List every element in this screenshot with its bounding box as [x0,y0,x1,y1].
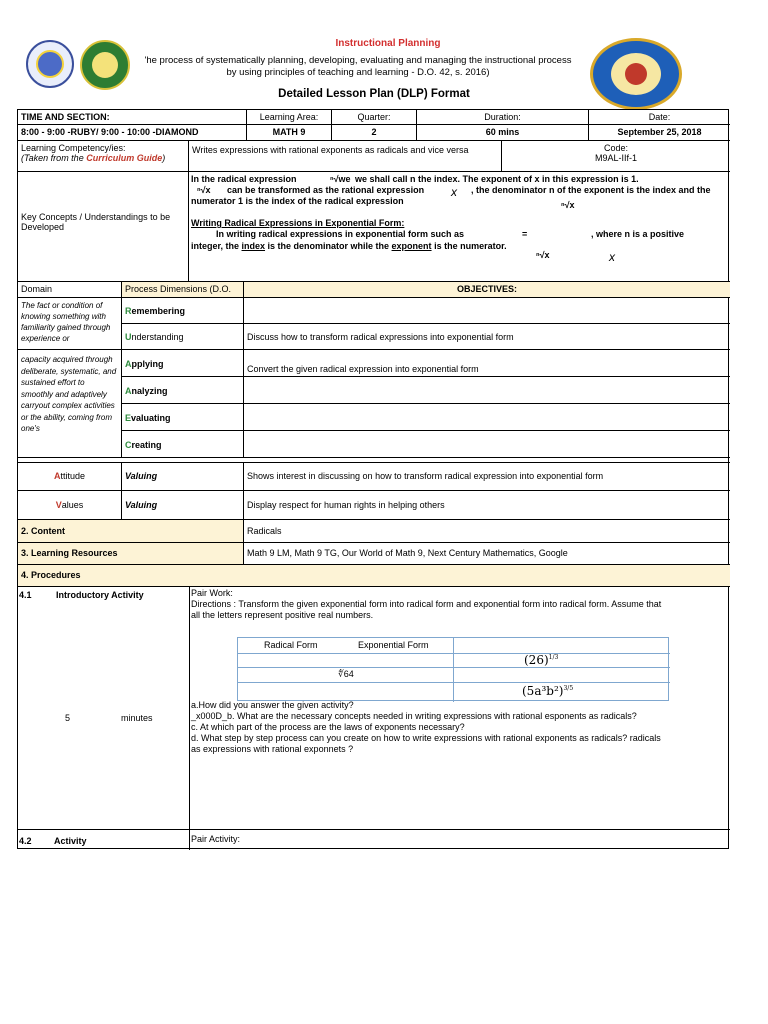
table-header-row [238,638,454,654]
objective-evaluating [244,404,730,431]
code-cell [502,141,730,172]
key-concepts-label: Key Concepts / Understandings to be Developed [18,172,189,282]
kc-nth-root-2: ⁿ√x [561,200,575,210]
directions-line-1: Directions : Transform the given exponential form into radical form and exponential form into radical form. Assume that [191,599,662,609]
attitude-label: Attitude [18,462,122,491]
intro-activity-label: Introductory Activity [56,590,144,600]
resources-value: Math 9 LM, Math 9 TG, Our World of Math 9, Next Century Mathematics, Google [244,543,730,565]
competency-source: (Taken from the Curriculum Guide) [21,153,166,163]
kc-line2b: , the denominator n of the exponent is the index and the [471,185,711,195]
kc-nth-root-we: ⁿ√we [330,174,351,184]
duration-label: Duration: [417,110,589,125]
attitude-dimension: Valuing [122,462,244,491]
root-64: ∜64 [338,669,354,679]
kc-x-power-2: x [609,250,615,264]
dlp-title: Detailed Lesson Plan (DLP) Format [278,88,470,100]
pair-work-label: Pair Work: [191,588,233,598]
objective-creating [244,431,730,458]
time-section-label: TIME AND SECTION: [18,110,247,125]
values-dimension: Valuing [122,491,244,520]
objective-remembering [244,298,730,324]
dimension-applying: Applying [122,350,244,377]
question-d-line-1: d. What step by step process can you create on how to write expressions with rational exponents as radicals? radicals [191,733,661,743]
exponent-radical-table [237,637,669,701]
resources-label: 3. Learning Resources [18,543,244,565]
instructional-planning-desc-2: by using principles of teaching and learning - D.O. 42, s. 2016) [226,67,490,78]
competency-text: Writes expressions with rational exponents as radicals and vice versa [189,141,502,172]
attitude-objective: Shows interest in discussing on how to transform radical expression into exponential form [244,462,730,491]
dimension-analyzing: Analyzing [122,377,244,404]
content-label: 2. Content [18,520,244,543]
objective-analyzing [244,377,730,404]
skills-domain: capacity acquired through deliberate, systematic, and sustained effort to smoothly and adaptively carryout complex activities or the ability, coming from one's [18,350,122,458]
kc-line4b: = [522,229,528,239]
question-a: a.How did you answer the given activity? [191,700,354,710]
competency-label-cell [18,141,189,172]
kc-line3: numerator 1 is the index of the radical expression [191,196,404,206]
kc-line1a: In the radical expression [191,174,297,184]
kc-nth-root-3: ⁿ√x [536,250,550,260]
question-c: c. At which part of the process are the laws of exponents necessary? [191,722,465,732]
kc-line4c: , where n is a positive [591,229,685,239]
time-section-value: 8:00 - 9:00 -RUBY/ 9:00 - 10:00 -DIAMOND [18,125,247,141]
activity-left [18,830,190,850]
objectives-label: OBJECTIVES: [244,282,730,298]
dimension-creating: Creating [122,431,244,458]
activity-body [190,830,730,850]
directions-line-2: all the letters represent positive real numbers. [191,610,374,620]
quarter-value: 2 [332,125,417,141]
dimension-remembering: Remembering [122,298,244,324]
header-radical-form: Radical Form [264,640,318,650]
instructional-planning-desc-1: 'he process of systematically planning, developing, evaluating and managing the instructional process [144,55,572,66]
exp-5a3b2: $(5a^3b^2)^{3/5}$ [522,684,574,698]
table-cell-r3c2 [454,683,670,702]
learning-area-value: MATH 9 [247,125,332,141]
procedures-label: 4. Procedures [18,565,730,587]
kc-heading: Writing Radical Expressions in Exponential Form: [191,218,405,228]
intro-minutes-label: minutes [121,713,153,723]
intro-activity-body [190,587,730,830]
exp-26: $(26)^{1/3}$ [524,653,559,667]
table-cell-r2c1 [238,668,454,683]
kc-nth-root-1: ⁿ√x [197,185,211,195]
quarter-label: Quarter: [332,110,417,125]
question-d-line-2: as expressions with rational exponnets ? [191,744,354,754]
table-cell-r3c1 [238,683,454,702]
date-value: September 25, 2018 [589,125,730,141]
activity-num: 4.2 [19,836,32,846]
learning-area-label: Learning Area: [247,110,332,125]
process-dimensions-label: Process Dimensions (D.O. [122,282,244,298]
pair-activity-label: Pair Activity: [191,834,241,844]
intro-activity-num: 4.1 [19,590,32,600]
table-header-blank [454,638,670,654]
kc-line5: integer, the index is the denominator while the exponent is the numerator. [191,241,507,251]
competency-label: Learning Competency/ies: [21,143,126,153]
kc-line1b: we shall call n the index. The exponent of x in this expression is 1. [355,174,639,184]
dimension-understanding: Understanding [122,324,244,350]
dimension-evaluating: Evaluating [122,404,244,431]
objective-understanding: Discuss how to transform radical expressions into exponential form [244,324,730,350]
duration-value: 60 mins [417,125,589,141]
domain-label: Domain [18,282,122,298]
kc-line2a: can be transformed as the rational expression [227,185,425,195]
values-objective: Display respect for human rights in helping others [244,491,730,520]
question-b: _x000D_b. What are the necessary concepts needed in writing expressions with rational esponents as radicals? [191,711,637,721]
content-value: Radicals [244,520,730,543]
table-cell-r2c2 [454,668,670,683]
activity-label: Activity [54,836,87,846]
objective-applying: Convert the given radical expression into exponential form [244,350,730,377]
lesson-plan-table [17,109,729,849]
page-header [0,0,768,110]
date-label: Date: [589,110,730,125]
table-cell-r1c1 [238,654,454,668]
kc-line4a: In writing radical expressions in exponential form such as [216,229,465,239]
instructional-planning-title: Instructional Planning [335,38,441,49]
values-label: Values [18,491,122,520]
intro-activity-left [18,587,190,830]
knowledge-domain: The fact or condition of knowing something with familiarity gained through experience or [18,298,122,350]
intro-minutes-num: 5 [65,713,71,723]
key-concepts-cell [189,172,730,282]
header-exponential-form: Exponential Form [358,640,429,650]
code-label: Code: [603,143,629,153]
table-cell-r1c2 [454,654,670,668]
kc-x-power: x [451,185,457,199]
code-value: M9AL-IIf-1 [594,153,637,163]
